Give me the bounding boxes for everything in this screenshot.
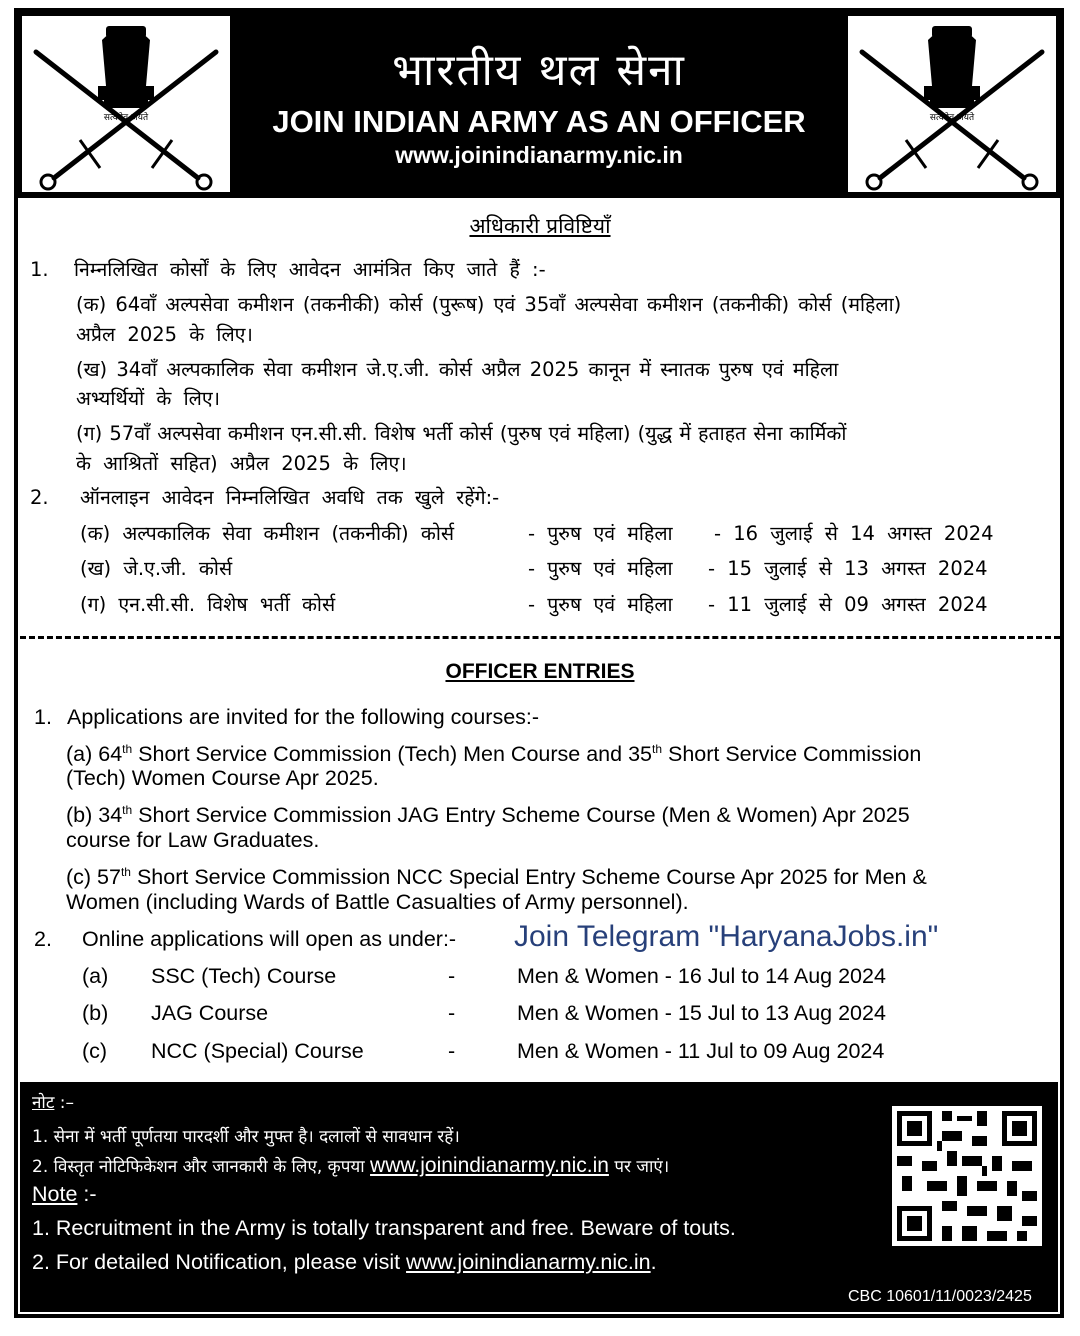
hindi-item-b-line2: अभ्यर्थियों के लिए। — [76, 387, 221, 410]
hindi-item-b-line1: (ख) 34वाँ अल्पकालिक सेवा कमीशन जे.ए.जी. कोर्स अप्रैल 2025 कानून में स्नातक पुरुष एवं महिला — [76, 358, 839, 381]
english-row-c-label: (c) — [82, 1039, 108, 1063]
english-note-2: 2. For detailed Notification, please visit www.joinindianarmy.nic.in. — [32, 1250, 657, 1274]
hindi-note-2: 2. विस्तृत नोटिफिकेशन और जानकारी के लिए, कृपया www.joinindianarmy.nic.in पर जाएं। — [32, 1154, 670, 1177]
hindi-p1-number: 1. — [30, 258, 49, 281]
header-banner — [14, 8, 1064, 198]
english-item-c-line2: Women (including Wards of Battle Casualties of Army personnel). — [66, 890, 689, 914]
hindi-row-b-dates: - 15 जुलाई से 13 अगस्त 2024 — [708, 557, 988, 580]
section-divider — [20, 636, 1060, 639]
hindi-item-c-line2: के आश्रितों सहित) अप्रैल 2025 के लिए। — [76, 452, 407, 475]
english-note-1: 1. Recruitment in the Army is totally transparent and free. Beware of touts. — [32, 1216, 736, 1240]
hindi-note-1: 1. सेना में भर्ती पूर्णतया पारदर्शी और मुफ्त है। दलालों से सावधान रहें। — [32, 1127, 460, 1147]
english-row-b-course: JAG Course — [151, 1001, 269, 1025]
english-item-a-line2: (Tech) Women Course Apr 2025. — [66, 766, 379, 790]
svg-text:सत्यमेव जयते: सत्यमेव जयते — [929, 113, 975, 123]
english-p1-text: Applications are invited for the following courses:- — [67, 705, 540, 729]
cbc-code: CBC 10601/11/0023/2425 — [848, 1288, 1032, 1305]
english-row-b-dates: Men & Women - 15 Jul to 13 Aug 2024 — [517, 1001, 886, 1025]
emblem-crossed-swords-icon — [848, 16, 1056, 192]
hindi-p1-text: निम्नलिखित कोर्सों के लिए आवेदन आमंत्रित किए जाते हैं :- — [74, 258, 546, 281]
hindi-item-a-line1: (क) 64वाँ अल्पसेवा कमीशन (तकनीकी) कोर्स (पुरूष) एवं 35वाँ अल्पसेवा कमीशन (तकनीकी) कोर्स (महिला) — [76, 293, 902, 316]
header-title-hindi: भारतीय थल सेना — [392, 45, 686, 96]
hindi-item-c-line1: (ग) 57वाँ अल्पसेवा कमीशन एन.सी.सी. विशेष भर्ती कोर्स (पुरुष एवं महिला) (युद्ध में हताहत सेना कार्मिकों — [76, 422, 847, 445]
english-p1-number: 1. — [34, 705, 52, 729]
emblem-crossed-swords-icon — [22, 16, 230, 192]
hindi-item-a-line2: अप्रैल 2025 के लिए। — [76, 323, 253, 346]
header-website-link[interactable]: www.joinindianarmy.nic.in — [395, 142, 683, 168]
english-row-a-dates: Men & Women - 16 Jul to 14 Aug 2024 — [517, 964, 886, 988]
english-item-b-line1: (b) 34th Short Service Commission JAG Entry Scheme Course (Men & Women) Apr 2025 — [66, 803, 910, 828]
english-row-a-course: SSC (Tech) Course — [151, 964, 337, 988]
hindi-p2-text: ऑनलाइन आवेदन निम्नलिखित अवधि तक खुले रहेंगे:- — [80, 486, 500, 509]
hindi-row-c-who: - पुरुष एवं महिला — [528, 593, 673, 616]
qr-code-icon[interactable] — [892, 1106, 1042, 1246]
hindi-p2-number: 2. — [30, 486, 49, 509]
english-p2-text: Online applications will open as under:- — [82, 927, 457, 951]
english-note-website-link[interactable]: www.joinindianarmy.nic.in — [406, 1250, 651, 1274]
english-row-a-label: (a) — [82, 964, 109, 988]
english-row-b-sep: - — [448, 1001, 456, 1025]
english-row-c-sep: - — [448, 1039, 456, 1063]
english-row-c-course: NCC (Special) Course — [151, 1039, 364, 1063]
english-note-heading: Note :- — [32, 1182, 97, 1206]
svg-text:सत्यमेव जयते: सत्यमेव जयते — [103, 113, 149, 123]
header-title-english: JOIN INDIAN ARMY AS AN OFFICER — [272, 104, 806, 139]
english-row-b-label: (b) — [82, 1001, 109, 1025]
hindi-row-b-who: - पुरुष एवं महिला — [528, 557, 673, 580]
hindi-row-b-course: (ख) जे.ए.जी. कोर्स — [80, 557, 233, 580]
english-section-title: OFFICER ENTRIES — [445, 660, 635, 683]
telegram-watermark: Join Telegram "HaryanaJobs.in" — [514, 920, 939, 953]
english-row-a-sep: - — [448, 964, 456, 988]
hindi-row-c-dates: - 11 जुलाई से 09 अगस्त 2024 — [708, 593, 988, 616]
english-p2-number: 2. — [34, 927, 52, 951]
note-section — [20, 1082, 1058, 1312]
english-item-a-line1: (a) 64th Short Service Commission (Tech) Men Course and 35th Short Service Commission — [66, 742, 922, 767]
hindi-row-a-course: (क) अल्पकालिक सेवा कमीशन (तकनीकी) कोर्स — [80, 522, 455, 545]
hindi-note-heading: नोट :– — [32, 1093, 75, 1113]
hindi-row-a-dates: - 16 जुलाई से 14 अगस्त 2024 — [714, 522, 994, 545]
english-row-c-dates: Men & Women - 11 Jul to 09 Aug 2024 — [517, 1039, 885, 1063]
hindi-row-c-course: (ग) एन.सी.सी. विशेष भर्ती कोर्स — [80, 593, 336, 616]
hindi-row-a-who: - पुरुष एवं महिला — [528, 522, 673, 545]
english-item-b-line2: course for Law Graduates. — [66, 828, 320, 852]
hindi-section-title: अधिकारी प्रविष्टियाँ — [469, 214, 611, 238]
english-item-c-line1: (c) 57th Short Service Commission NCC Special Entry Scheme Course Apr 2025 for Men & — [66, 865, 927, 890]
hindi-note-website-link[interactable]: www.joinindianarmy.nic.in — [370, 1154, 609, 1177]
